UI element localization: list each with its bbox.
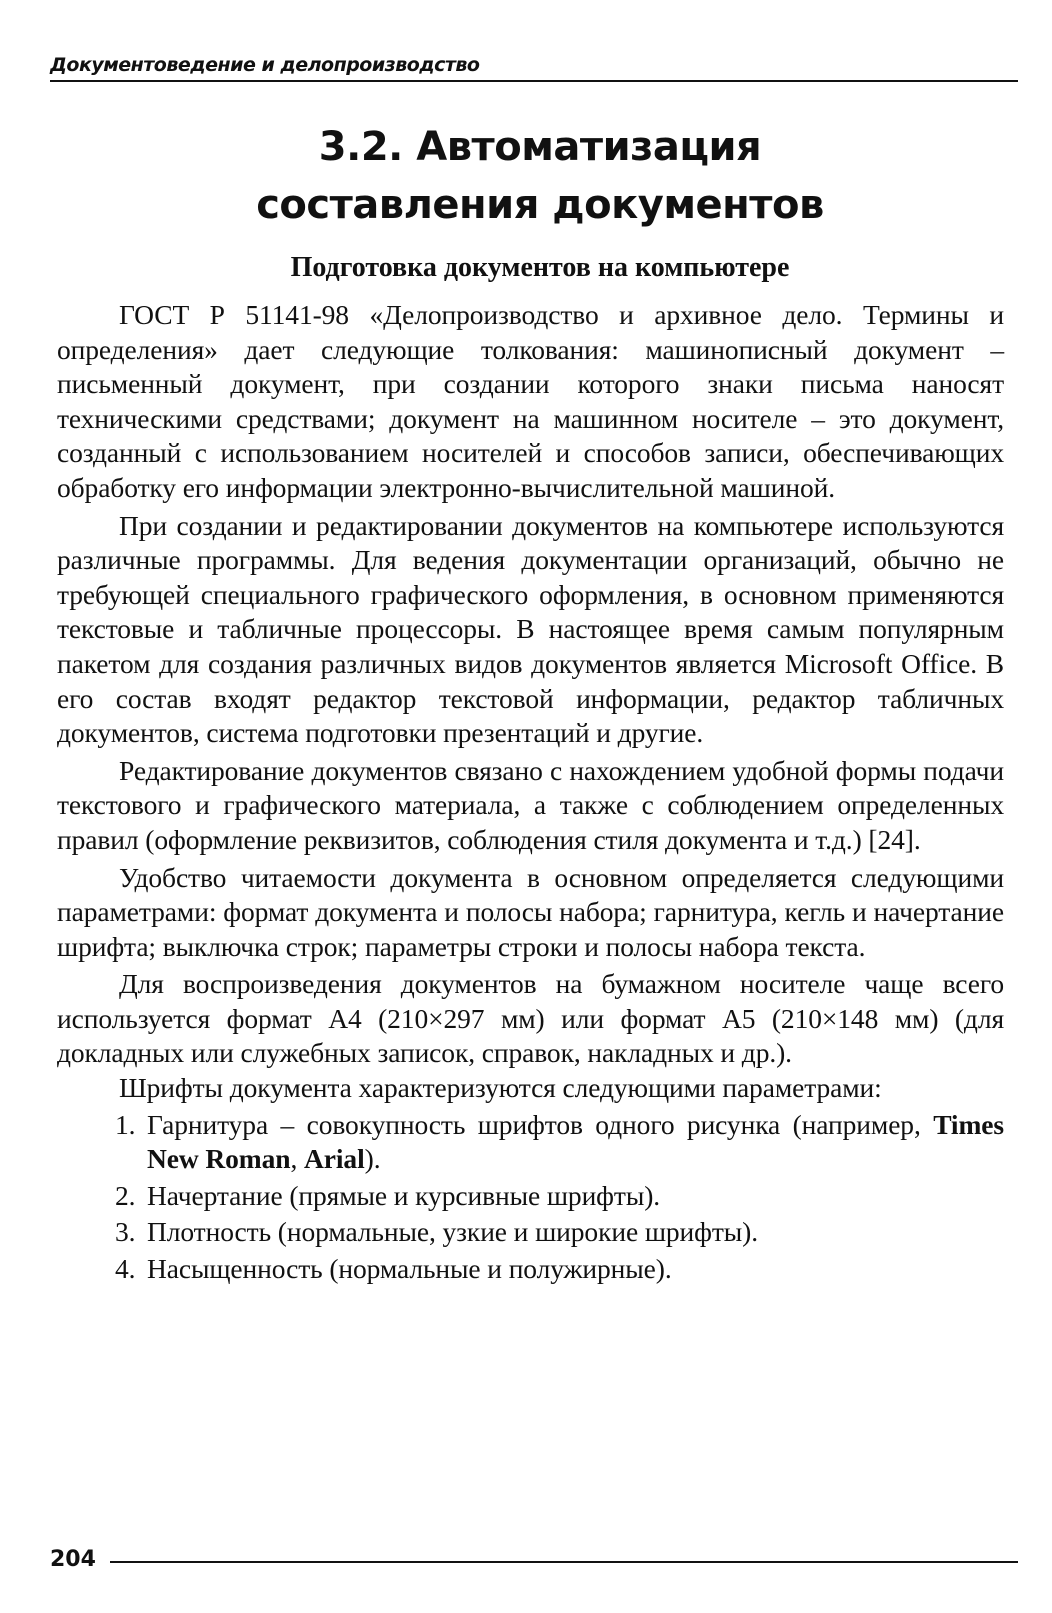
paragraph: Для воспроизведения документов на бумажном носителе чаще всего используется формат А4 (210×297 мм) или формат А5 (210×148 мм) (для докладных или служебных записок, справок, накладных и др.). (57, 968, 1004, 1069)
list-item-number: 3. (115, 1216, 136, 1248)
paragraph: Удобство читаемости документа в основном определяется следующими параметрами: формат документа и полосы набора; гарнитура, кегль и начертание шрифта; выключка строк; параметры строки и полосы набора текста. (57, 861, 1004, 962)
section-title-line-2: составления документов (256, 182, 824, 228)
paragraph: При создании и редактировании документов на компьютере используются различные программы. Для ведения документации организаций, обычно не требующей специального графического оформления, в основном применяются текстовые и табличные процессоры. В настоящее время самым популярным пакетом для создания различных видов документов является Microsoft Office. В его состав входят редактор текстовой информации, редактор табличных документов, система подготовки презентаций и другие. (57, 509, 1004, 749)
list-item (57, 1215, 1004, 1250)
running-head: Документоведение и делопроизводство (50, 54, 480, 76)
paragraph: Шрифты документа характеризуются следующими параметрами: (119, 1072, 882, 1104)
list-item-number: 1. (115, 1108, 136, 1140)
list-item (57, 1179, 1004, 1214)
list-item-text: Гарнитура – совокупность шрифтов одного рисунка (например, (147, 1108, 934, 1140)
list-item-number: 4. (115, 1253, 136, 1285)
subheading: Подготовка документов на компьютере (290, 252, 790, 283)
list-item-separator: , (290, 1143, 305, 1175)
list-item-text: Плотность (нормальные, узкие и широкие шрифты). (147, 1216, 759, 1248)
font-parameters-list (57, 1108, 1004, 1287)
list-item-text: Насыщенность (нормальные и полужирные). (147, 1253, 672, 1285)
paragraph: Редактирование документов связано с нахождением удобной формы подачи текстового и графического материала, а также с соблюдением определенных правил (оформление реквизитов, соблюдения стиля документа и т.д.) [24]. (57, 754, 1004, 855)
font-name-arial: Arial (304, 1143, 365, 1175)
list-item (57, 1252, 1004, 1287)
page-number: 204 (50, 1547, 96, 1572)
list-item-text: Начертание (прямые и курсивные шрифты). (147, 1179, 661, 1211)
header-rule (50, 80, 1018, 82)
list-item (57, 1108, 1004, 1177)
font-name-times: Times New Roman (147, 1108, 1004, 1175)
footer-rule (110, 1561, 1018, 1563)
list-item-text-end: ). (364, 1143, 381, 1175)
paragraph: ГОСТ Р 51141-98 «Делопроизводство и архивное дело. Термины и определения» дает следующие толкования: машинописный документ – письменный документ, при создании которого знаки письма наносят техническими средствами; документ на машинном носителе – это документ, созданный с использованием носителей и способов записи, обеспечивающих обработку его информации электронно-вычислительной машиной. (57, 299, 1004, 503)
section-title-line-1: 3.2. Автоматизация (318, 124, 762, 170)
body-text (57, 298, 1004, 1287)
section-title (40, 118, 1040, 234)
list-item-number: 2. (115, 1179, 136, 1211)
